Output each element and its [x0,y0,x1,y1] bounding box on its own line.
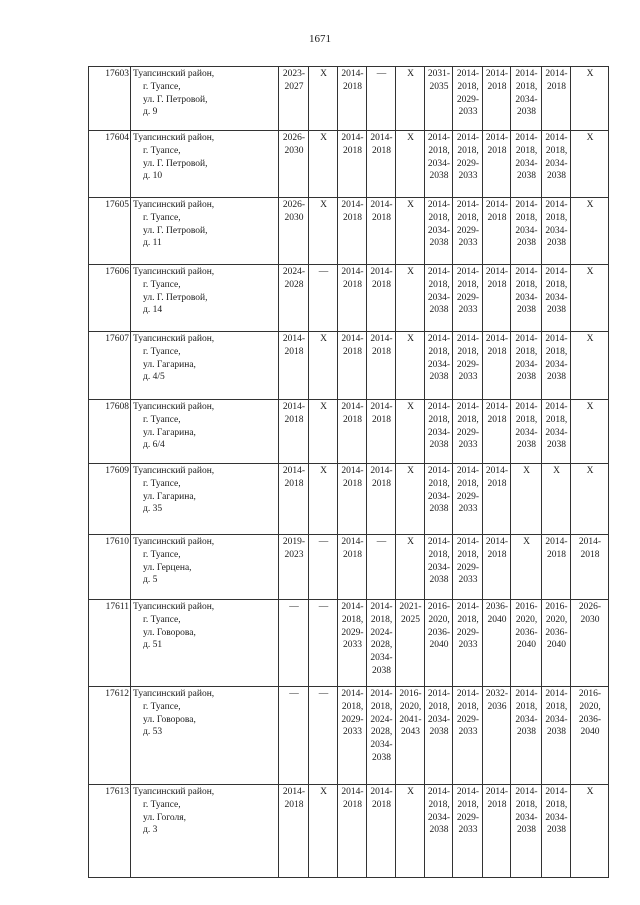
address-line: г. Туапсе, [143,212,181,223]
period-cell: 2016- 2020, 2036- 2040 [571,687,609,785]
period-cell: — [309,535,338,600]
period-cell: 2016- 2020, 2036- 2040 [511,600,542,687]
period-cell: X [309,332,338,400]
period-cell: 2014- 2018, 2034- 2038 [425,265,453,332]
period-cell: 2014- 2018, 2029- 2033 [338,687,367,785]
period-cell: 2014- 2018, 2034- 2038 [542,198,571,265]
period-cell: 2014- 2018 [483,464,511,535]
period-cell: X [571,265,609,332]
address-cell [131,464,279,535]
period-cell: X [571,198,609,265]
period-cell: X [571,332,609,400]
period-cell: X [309,400,338,464]
address-line: д. 51 [143,640,163,651]
period-cell: — [367,67,396,131]
period-cell: 2014- 2018 [483,265,511,332]
table-row [89,600,609,687]
address-line: г. Туапсе, [143,414,181,425]
period-cell: 2014- 2018 [338,67,367,131]
period-cell: X [309,464,338,535]
period-cell: — [309,265,338,332]
period-cell: 2014- 2018, 2029- 2033 [453,67,483,131]
address-line: Туапсинский район, [133,466,215,476]
address-line: Туапсинский район, [133,200,215,210]
period-cell: 2023- 2027 [279,67,309,131]
row-id: 17606 [89,265,131,332]
period-cell: — [279,600,309,687]
period-cell: X [571,785,609,878]
period-cell: 2014- 2018, 2029- 2033 [453,265,483,332]
address-line: г. Туапсе, [143,346,181,357]
period-cell: 2019- 2023 [279,535,309,600]
table-row [89,265,609,332]
address-line: г. Туапсе, [143,614,181,625]
period-cell: 2016- 2020, 2036- 2040 [542,600,571,687]
address-line: г. Туапсе, [143,279,181,290]
address-cell [131,198,279,265]
table-row [89,131,609,198]
period-cell: 2014- 2018, 2029- 2033 [453,400,483,464]
period-cell: 2014- 2018, 2029- 2033 [453,535,483,600]
address-line: ул. Г. Петровой, [143,94,208,105]
row-id: 17613 [89,785,131,878]
period-cell: 2014- 2018 [279,400,309,464]
address-line: г. Туапсе, [143,145,181,156]
address-line: г. Туапсе, [143,701,181,712]
table-row [89,198,609,265]
address-cell [131,600,279,687]
period-cell: 2026- 2030 [571,600,609,687]
period-cell: — [309,600,338,687]
address-line: г. Туапсе, [143,478,181,489]
address-line: д. 6/4 [143,440,165,451]
period-cell: 2014- 2018 [483,198,511,265]
address-line: г. Туапсе, [143,799,181,810]
period-cell: 2014- 2018, 2034- 2038 [542,332,571,400]
address-line: д. 9 [143,107,158,118]
period-cell: 2014- 2018 [571,535,609,600]
address-line: Туапсинский район, [133,69,215,79]
address-line: г. Туапсе, [143,81,181,92]
period-cell: 2014- 2018 [279,785,309,878]
period-cell: 2014- 2018, 2024- 2028, 2034- 2038 [367,600,396,687]
address-line: Туапсинский район, [133,402,215,412]
address-line: Туапсинский район, [133,133,215,143]
period-cell: 2014- 2018, 2034- 2038 [511,400,542,464]
row-id: 17604 [89,131,131,198]
period-cell: 2014- 2018 [367,400,396,464]
period-cell: 2014- 2018 [338,785,367,878]
address-line: Туапсинский район, [133,787,215,797]
address-cell [131,67,279,131]
address-cell [131,785,279,878]
period-cell: X [396,198,425,265]
period-cell: 2014- 2018 [338,265,367,332]
table-row [89,687,609,785]
address-line: Туапсинский район, [133,267,215,277]
period-cell: X [571,464,609,535]
period-cell: 2032- 2036 [483,687,511,785]
period-cell: 2014- 2018 [367,131,396,198]
period-cell: 2014- 2018 [338,464,367,535]
period-cell: 2014- 2018, 2034- 2038 [511,265,542,332]
period-cell: 2014- 2018 [338,332,367,400]
address-cell [131,400,279,464]
period-cell: X [396,332,425,400]
address-cell [131,265,279,332]
period-cell: 2014- 2018 [483,400,511,464]
address-line: д. 10 [143,171,163,182]
period-cell: X [309,785,338,878]
address-line: ул. Гагарина, [143,491,196,502]
period-cell: 2014- 2018, 2034- 2038 [542,265,571,332]
period-cell: 2014- 2018, 2034- 2038 [425,687,453,785]
period-cell: X [396,67,425,131]
period-cell: — [367,535,396,600]
period-cell: X [396,464,425,535]
period-cell: 2014- 2018, 2034- 2038 [425,535,453,600]
table-row [89,400,609,464]
period-cell: 2014- 2018 [367,198,396,265]
period-cell: 2014- 2018 [279,332,309,400]
address-line: ул. Гагарина, [143,359,196,370]
address-line: ул. Герцена, [143,562,192,573]
period-cell: X [309,67,338,131]
page-number: 1671 [309,33,331,45]
address-line: д. 4/5 [143,372,165,383]
period-cell: 2014- 2018 [483,67,511,131]
period-cell: 2014- 2018, 2034- 2038 [542,400,571,464]
address-line: ул. Г. Петровой, [143,158,208,169]
table-row [89,332,609,400]
row-id: 17605 [89,198,131,265]
period-cell: 2014- 2018, 2029- 2033 [338,600,367,687]
row-id: 17612 [89,687,131,785]
address-line: д. 3 [143,825,158,836]
table-row [89,464,609,535]
address-cell [131,687,279,785]
period-cell: 2014- 2018 [367,265,396,332]
period-cell: 2014- 2018 [367,332,396,400]
period-cell: X [396,785,425,878]
period-cell: 2031- 2035 [425,67,453,131]
period-cell: 2014- 2018, 2034- 2038 [542,131,571,198]
address-cell [131,332,279,400]
period-cell: 2021- 2025 [396,600,425,687]
address-line: Туапсинский район, [133,689,215,699]
period-cell: 2014- 2018 [338,535,367,600]
address-line: Туапсинский район, [133,602,215,612]
period-cell: 2014- 2018 [338,131,367,198]
period-cell: X [571,400,609,464]
period-cell: 2026- 2030 [279,198,309,265]
period-cell: 2014- 2018, 2029- 2033 [453,131,483,198]
period-cell: X [542,464,571,535]
address-line: ул. Гоголя, [143,812,187,823]
period-cell: X [571,67,609,131]
period-cell: 2014- 2018 [338,198,367,265]
address-line: г. Туапсе, [143,549,181,560]
period-cell: 2036- 2040 [483,600,511,687]
period-cell: X [571,131,609,198]
address-line: д. 53 [143,727,163,738]
period-cell: 2014- 2018 [338,400,367,464]
period-cell: 2014- 2018, 2034- 2038 [511,332,542,400]
period-cell: 2014- 2018 [542,535,571,600]
period-cell: 2014- 2018 [483,785,511,878]
period-cell: 2014- 2018, 2034- 2038 [542,687,571,785]
table-row [89,67,609,131]
period-cell: 2014- 2018, 2034- 2038 [425,464,453,535]
address-line: Туапсинский район, [133,334,215,344]
period-cell: 2014- 2018, 2034- 2038 [425,400,453,464]
period-cell: 2014- 2018, 2034- 2038 [511,67,542,131]
address-line: ул. Говорова, [143,627,196,638]
period-cell: 2014- 2018, 2034- 2038 [511,687,542,785]
table-row [89,535,609,600]
period-cell: X [309,198,338,265]
period-cell: 2014- 2018 [483,535,511,600]
period-cell: X [511,535,542,600]
period-cell: 2026- 2030 [279,131,309,198]
address-cell [131,535,279,600]
period-cell: 2016- 2020, 2036- 2040 [425,600,453,687]
period-cell: 2014- 2018, 2034- 2038 [425,332,453,400]
period-cell: 2014- 2018 [483,131,511,198]
table-body [89,67,609,878]
period-cell: X [309,131,338,198]
row-id: 17607 [89,332,131,400]
address-cell [131,131,279,198]
period-cell: 2014- 2018, 2029- 2033 [453,464,483,535]
period-cell: 2014- 2018, 2029- 2033 [453,332,483,400]
period-cell: 2014- 2018, 2029- 2033 [453,600,483,687]
address-line: д. 14 [143,305,163,316]
registry-table [88,66,609,878]
period-cell: — [309,687,338,785]
period-cell: X [396,400,425,464]
address-line: д. 5 [143,575,158,586]
period-cell: 2014- 2018, 2024- 2028, 2034- 2038 [367,687,396,785]
period-cell: 2014- 2018, 2034- 2038 [425,785,453,878]
period-cell: X [396,535,425,600]
period-cell: X [396,131,425,198]
period-cell: 2014- 2018, 2034- 2038 [542,785,571,878]
address-line: Туапсинский район, [133,537,215,547]
period-cell: 2014- 2018, 2034- 2038 [511,131,542,198]
period-cell: 2014- 2018, 2029- 2033 [453,687,483,785]
period-cell: 2014- 2018 [483,332,511,400]
period-cell: 2014- 2018 [367,464,396,535]
period-cell: 2014- 2018 [367,785,396,878]
row-id: 17611 [89,600,131,687]
table-row [89,785,609,878]
address-line: ул. Г. Петровой, [143,292,208,303]
period-cell: 2014- 2018, 2034- 2038 [425,198,453,265]
period-cell: 2014- 2018, 2029- 2033 [453,198,483,265]
period-cell: 2014- 2018, 2034- 2038 [511,785,542,878]
row-id: 17603 [89,67,131,131]
period-cell: X [396,265,425,332]
period-cell: 2014- 2018 [279,464,309,535]
address-line: д. 11 [143,238,162,249]
address-line: ул. Гагарина, [143,427,196,438]
row-id: 17609 [89,464,131,535]
period-cell: 2014- 2018, 2029- 2033 [453,785,483,878]
address-line: ул. Г. Петровой, [143,225,208,236]
period-cell: 2014- 2018, 2034- 2038 [425,131,453,198]
period-cell: X [511,464,542,535]
address-line: д. 35 [143,504,163,515]
row-id: 17610 [89,535,131,600]
period-cell: 2014- 2018 [542,67,571,131]
period-cell: — [279,687,309,785]
address-line: ул. Говорова, [143,714,196,725]
period-cell: 2016- 2020, 2041- 2043 [396,687,425,785]
period-cell: 2024- 2028 [279,265,309,332]
period-cell: 2014- 2018, 2034- 2038 [511,198,542,265]
row-id: 17608 [89,400,131,464]
